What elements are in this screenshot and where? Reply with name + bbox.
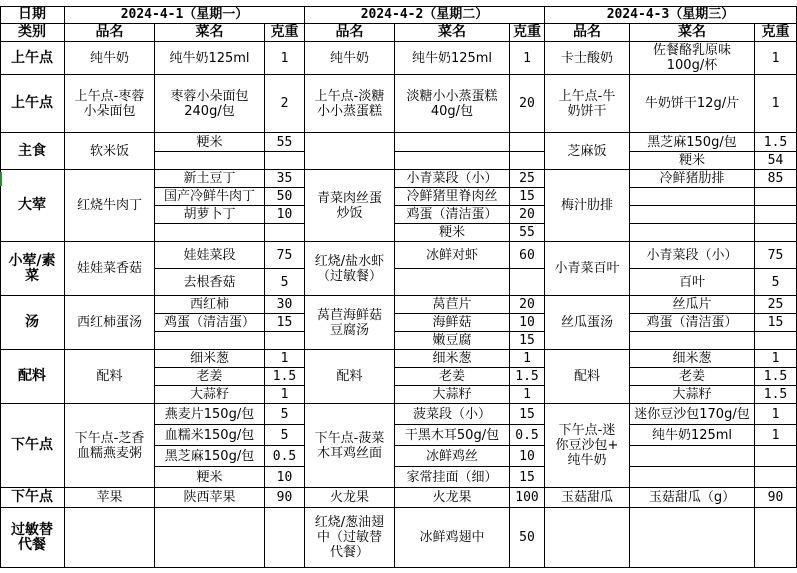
dish-header-2[interactable]: 品名	[305, 24, 395, 42]
weight-soup-d2-2[interactable]: 15	[510, 332, 545, 350]
date-header-3[interactable]: 2024-4-3（星期三）	[545, 6, 797, 24]
category-soup[interactable]: 汤	[0, 296, 65, 350]
ingredient-veg-d1-0[interactable]: 娃娃菜段	[155, 242, 265, 269]
weight-soup-d2-0[interactable]: 20	[510, 296, 545, 314]
weight-pm1-d3-3[interactable]	[755, 467, 797, 488]
ingredient-meat-d2-3[interactable]: 粳米	[395, 224, 510, 242]
ingredient-staple-d1-1[interactable]	[155, 152, 265, 170]
weight-season-d3-0[interactable]: 1	[755, 350, 797, 368]
ingredient-am1-d2-0[interactable]: 纯牛奶125ml	[395, 42, 510, 75]
dish-veg-d1[interactable]: 娃娃菜香菇	[65, 242, 155, 296]
ingredient-season-d3-2[interactable]: 大蒜籽	[630, 386, 755, 404]
weight-allergy-d1-0[interactable]	[265, 508, 305, 568]
ingredient-header-3[interactable]: 菜名	[630, 24, 755, 42]
weight-meat-d1-1[interactable]: 50	[265, 188, 305, 206]
weight-staple-d1-1[interactable]	[265, 152, 305, 170]
ingredient-veg-d2-0[interactable]: 冰鲜对虾	[395, 242, 510, 269]
category-am1[interactable]: 上午点	[0, 42, 65, 75]
ingredient-header-1[interactable]: 菜名	[155, 24, 265, 42]
ingredient-staple-d3-0[interactable]: 黑芝麻150g/包	[630, 133, 755, 152]
ingredient-soup-d1-2[interactable]	[155, 332, 265, 350]
category-season[interactable]: 配料	[0, 350, 65, 404]
ingredient-soup-d3-1[interactable]: 鸡蛋（清洁蛋）	[630, 314, 755, 332]
weight-veg-d3-1[interactable]: 5	[755, 269, 797, 296]
ingredient-veg-d1-1[interactable]: 去根香菇	[155, 269, 265, 296]
dish-am2-d3[interactable]: 上午点-牛 奶饼干	[545, 75, 630, 133]
weight-meat-d3-2[interactable]	[755, 206, 797, 224]
dish-am1-d1[interactable]: 纯牛奶	[65, 42, 155, 75]
weight-soup-d2-1[interactable]: 10	[510, 314, 545, 332]
ingredient-season-d2-0[interactable]: 细米葱	[395, 350, 510, 368]
dish-allergy-d1[interactable]	[65, 508, 155, 568]
weight-soup-d1-2[interactable]	[265, 332, 305, 350]
weight-soup-d3-1[interactable]: 15	[755, 314, 797, 332]
dish-soup-d1[interactable]: 西红柿蛋汤	[65, 296, 155, 350]
weight-pm1-d2-3[interactable]: 15	[510, 467, 545, 488]
weight-veg-d1-1[interactable]: 5	[265, 269, 305, 296]
weight-season-d2-2[interactable]: 1	[510, 386, 545, 404]
weight-header-3[interactable]: 克重	[755, 24, 797, 42]
weight-staple-d1-0[interactable]: 55	[265, 133, 305, 152]
category-am2[interactable]: 上午点	[0, 75, 65, 133]
category-veg[interactable]: 小荤/素 菜	[0, 242, 65, 296]
weight-season-d3-2[interactable]: 1.5	[755, 386, 797, 404]
dish-meat-d2[interactable]: 青菜肉丝蛋 炒饭	[305, 170, 395, 242]
weight-am2-d1-0[interactable]: 2	[265, 75, 305, 133]
weight-meat-d2-0[interactable]: 25	[510, 170, 545, 188]
ingredient-pm1-d2-1[interactable]: 干黑木耳50g/包	[395, 425, 510, 446]
ingredient-meat-d1-1[interactable]: 国产冷鲜牛肉丁	[155, 188, 265, 206]
ingredient-staple-d2-0[interactable]	[395, 133, 510, 152]
weight-pm1-d1-1[interactable]: 5	[265, 425, 305, 446]
ingredient-soup-d3-2[interactable]	[630, 332, 755, 350]
weight-allergy-d3-0[interactable]	[755, 508, 797, 568]
ingredient-am2-d1-0[interactable]: 枣蓉小朵面包 240g/包	[155, 75, 265, 133]
weight-season-d1-0[interactable]: 1	[265, 350, 305, 368]
dish-am1-d2[interactable]: 纯牛奶	[305, 42, 395, 75]
dish-meat-d1[interactable]: 红烧牛肉丁	[65, 170, 155, 242]
weight-pm2-d3-0[interactable]: 90	[755, 488, 797, 508]
dish-pm2-d1[interactable]: 苹果	[65, 488, 155, 508]
dish-soup-d2[interactable]: 莴苣海鲜菇 豆腐汤	[305, 296, 395, 350]
dish-am2-d1[interactable]: 上午点-枣蓉 小朵面包	[65, 75, 155, 133]
dish-pm1-d2[interactable]: 下午点-菠菜 木耳鸡丝面	[305, 404, 395, 488]
ingredient-season-d3-1[interactable]: 老姜	[630, 368, 755, 386]
ingredient-meat-d3-0[interactable]: 冷鲜猪肋排	[630, 170, 755, 188]
ingredient-season-d2-2[interactable]: 大蒜籽	[395, 386, 510, 404]
weight-season-d2-0[interactable]: 1	[510, 350, 545, 368]
weight-am2-d3-0[interactable]: 1	[755, 75, 797, 133]
ingredient-pm2-d1-0[interactable]: 陕西苹果	[155, 488, 265, 508]
ingredient-meat-d2-1[interactable]: 冷鲜猪里脊肉丝	[395, 188, 510, 206]
weight-am1-d2-0[interactable]: 1	[510, 42, 545, 75]
weight-meat-d2-2[interactable]: 20	[510, 206, 545, 224]
ingredient-pm2-d3-0[interactable]: 玉菇甜瓜（g）	[630, 488, 755, 508]
ingredient-staple-d1-0[interactable]: 粳米	[155, 133, 265, 152]
dish-pm1-d1[interactable]: 下午点-芝香 血糯燕麦粥	[65, 404, 155, 488]
dish-season-d1[interactable]: 配料	[65, 350, 155, 404]
ingredient-soup-d1-1[interactable]: 鸡蛋（清洁蛋）	[155, 314, 265, 332]
ingredient-pm1-d3-3[interactable]	[630, 467, 755, 488]
ingredient-soup-d1-0[interactable]: 西红柿	[155, 296, 265, 314]
weight-season-d1-1[interactable]: 1.5	[265, 368, 305, 386]
ingredient-meat-d3-1[interactable]	[630, 188, 755, 206]
clipped-title-area	[0, 0, 797, 6]
weight-pm2-d2-0[interactable]: 100	[510, 488, 545, 508]
category-label[interactable]: 类别	[0, 24, 65, 42]
dish-pm2-d2[interactable]: 火龙果	[305, 488, 395, 508]
dish-meat-d3[interactable]: 梅汁肋排	[545, 170, 630, 242]
weight-meat-d3-0[interactable]: 85	[755, 170, 797, 188]
weight-meat-d3-3[interactable]	[755, 224, 797, 242]
ingredient-staple-d3-1[interactable]: 粳米	[630, 152, 755, 170]
weight-pm1-d2-2[interactable]: 10	[510, 446, 545, 467]
ingredient-pm1-d3-0[interactable]: 迷你豆沙包170g/包	[630, 404, 755, 425]
weight-staple-d3-1[interactable]: 54	[755, 152, 797, 170]
weight-pm1-d1-0[interactable]: 5	[265, 404, 305, 425]
category-meat[interactable]: 大荤	[0, 170, 65, 242]
ingredient-soup-d2-2[interactable]: 嫩豆腐	[395, 332, 510, 350]
weight-pm1-d3-2[interactable]	[755, 446, 797, 467]
ingredient-season-d1-1[interactable]: 老姜	[155, 368, 265, 386]
ingredient-soup-d2-1[interactable]: 海鲜菇	[395, 314, 510, 332]
dish-staple-d3[interactable]: 芝麻饭	[545, 133, 630, 170]
ingredient-am2-d2-0[interactable]: 淡糖小小蒸蛋糕 40g/包	[395, 75, 510, 133]
ingredient-pm1-d2-0[interactable]: 菠菜段（小）	[395, 404, 510, 425]
dish-season-d3[interactable]: 配料	[545, 350, 630, 404]
dish-am2-d2[interactable]: 上午点-淡糖 小小蒸蛋糕	[305, 75, 395, 133]
ingredient-am1-d1-0[interactable]: 纯牛奶125ml	[155, 42, 265, 75]
ingredient-veg-d3-1[interactable]: 百叶	[630, 269, 755, 296]
ingredient-pm1-d3-2[interactable]	[630, 446, 755, 467]
dish-staple-d1[interactable]: 软米饭	[65, 133, 155, 170]
date-header-2[interactable]: 2024-4-2（星期二）	[305, 6, 545, 24]
weight-meat-d2-3[interactable]: 55	[510, 224, 545, 242]
ingredient-am1-d3-0[interactable]: 佐餐酪乳原味 100g/杯	[630, 42, 755, 75]
ingredient-meat-d2-0[interactable]: 小青菜段（小）	[395, 170, 510, 188]
weight-season-d2-1[interactable]: 1.5	[510, 368, 545, 386]
ingredient-meat-d1-2[interactable]: 胡萝卜丁	[155, 206, 265, 224]
weight-staple-d2-1[interactable]	[510, 152, 545, 170]
weight-am1-d1-0[interactable]: 1	[265, 42, 305, 75]
weight-veg-d1-0[interactable]: 75	[265, 242, 305, 269]
dish-header-3[interactable]: 品名	[545, 24, 630, 42]
weight-meat-d1-2[interactable]: 10	[265, 206, 305, 224]
weight-veg-d2-0[interactable]: 60	[510, 242, 545, 269]
weight-am1-d3-0[interactable]: 1	[755, 42, 797, 75]
weight-pm1-d1-2[interactable]: 0.5	[265, 446, 305, 467]
weight-season-d3-1[interactable]: 1.5	[755, 368, 797, 386]
date-label[interactable]: 日期	[0, 6, 65, 24]
ingredient-season-d1-0[interactable]: 细米葱	[155, 350, 265, 368]
ingredient-meat-d3-2[interactable]	[630, 206, 755, 224]
weight-allergy-d2-0[interactable]: 50	[510, 508, 545, 568]
ingredient-season-d3-0[interactable]: 细米葱	[630, 350, 755, 368]
dish-allergy-d3[interactable]	[545, 508, 630, 568]
weight-pm1-d2-0[interactable]: 15	[510, 404, 545, 425]
ingredient-pm1-d1-3[interactable]: 粳米	[155, 467, 265, 488]
ingredient-pm1-d1-2[interactable]: 黑芝麻150g/包	[155, 446, 265, 467]
ingredient-meat-d3-3[interactable]	[630, 224, 755, 242]
weight-am2-d2-0[interactable]: 20	[510, 75, 545, 133]
weight-meat-d3-1[interactable]	[755, 188, 797, 206]
ingredient-pm1-d1-1[interactable]: 血糯米150g/包	[155, 425, 265, 446]
ingredient-soup-d2-0[interactable]: 莴苣片	[395, 296, 510, 314]
dish-am1-d3[interactable]: 卡士酸奶	[545, 42, 630, 75]
ingredient-meat-d1-3[interactable]	[155, 224, 265, 242]
dish-staple-d2[interactable]	[305, 133, 395, 170]
category-allergy[interactable]: 过敏替 代餐	[0, 508, 65, 568]
ingredient-veg-d2-1[interactable]	[395, 269, 510, 296]
ingredient-allergy-d1-0[interactable]	[155, 508, 265, 568]
weight-pm1-d2-1[interactable]: 0.5	[510, 425, 545, 446]
weight-soup-d3-2[interactable]	[755, 332, 797, 350]
category-pm2[interactable]: 下午点	[0, 488, 65, 508]
ingredient-meat-d2-2[interactable]: 鸡蛋（清洁蛋）	[395, 206, 510, 224]
ingredient-pm2-d2-0[interactable]: 火龙果	[395, 488, 510, 508]
ingredient-pm1-d2-3[interactable]: 家常挂面（细）	[395, 467, 510, 488]
weight-staple-d3-0[interactable]: 1.5	[755, 133, 797, 152]
dish-veg-d2[interactable]: 红烧/盐水虾 （过敏餐）	[305, 242, 395, 296]
ingredient-staple-d2-1[interactable]	[395, 152, 510, 170]
category-staple[interactable]: 主食	[0, 133, 65, 170]
weight-meat-d1-0[interactable]: 35	[265, 170, 305, 188]
ingredient-allergy-d3-0[interactable]	[630, 508, 755, 568]
row-marker	[0, 172, 2, 186]
ingredient-pm1-d3-1[interactable]: 纯牛奶125ml	[630, 425, 755, 446]
weight-season-d1-2[interactable]: 1	[265, 386, 305, 404]
weight-soup-d1-1[interactable]: 15	[265, 314, 305, 332]
ingredient-veg-d3-0[interactable]: 小青菜段（小）	[630, 242, 755, 269]
weight-soup-d3-0[interactable]: 25	[755, 296, 797, 314]
ingredient-am2-d3-0[interactable]: 牛奶饼干12g/片	[630, 75, 755, 133]
dish-pm1-d3[interactable]: 下午点-迷 你豆沙包+ 纯牛奶	[545, 404, 630, 488]
dish-header-1[interactable]: 品名	[65, 24, 155, 42]
dish-pm2-d3[interactable]: 玉菇甜瓜	[545, 488, 630, 508]
weight-header-2[interactable]: 克重	[510, 24, 545, 42]
ingredient-allergy-d2-0[interactable]: 冰鲜鸡翅中	[395, 508, 510, 568]
dish-allergy-d2[interactable]: 红烧/葱油翅 中（过敏替 代餐）	[305, 508, 395, 568]
weight-header-1[interactable]: 克重	[265, 24, 305, 42]
dish-season-d2[interactable]: 配料	[305, 350, 395, 404]
date-header-1[interactable]: 2024-4-1（星期一）	[65, 6, 305, 24]
weight-pm1-d3-1[interactable]: 1	[755, 425, 797, 446]
weight-pm2-d1-0[interactable]: 90	[265, 488, 305, 508]
weight-meat-d2-1[interactable]: 15	[510, 188, 545, 206]
weight-veg-d3-0[interactable]: 75	[755, 242, 797, 269]
weight-pm1-d3-0[interactable]: 1	[755, 404, 797, 425]
weight-soup-d1-0[interactable]: 30	[265, 296, 305, 314]
ingredient-season-d1-2[interactable]: 大蒜籽	[155, 386, 265, 404]
weight-staple-d2-0[interactable]	[510, 133, 545, 152]
ingredient-meat-d1-0[interactable]: 新土豆丁	[155, 170, 265, 188]
category-pm1[interactable]: 下午点	[0, 404, 65, 488]
dish-veg-d3[interactable]: 小青菜百叶	[545, 242, 630, 296]
ingredient-header-2[interactable]: 菜名	[395, 24, 510, 42]
weight-veg-d2-1[interactable]	[510, 269, 545, 296]
ingredient-season-d2-1[interactable]: 老姜	[395, 368, 510, 386]
dish-soup-d3[interactable]: 丝瓜蛋汤	[545, 296, 630, 350]
ingredient-pm1-d2-2[interactable]: 冰鲜鸡丝	[395, 446, 510, 467]
ingredient-soup-d3-0[interactable]: 丝瓜片	[630, 296, 755, 314]
ingredient-pm1-d1-0[interactable]: 燕麦片150g/包	[155, 404, 265, 425]
weight-pm1-d1-3[interactable]: 10	[265, 467, 305, 488]
weight-meat-d1-3[interactable]	[265, 224, 305, 242]
